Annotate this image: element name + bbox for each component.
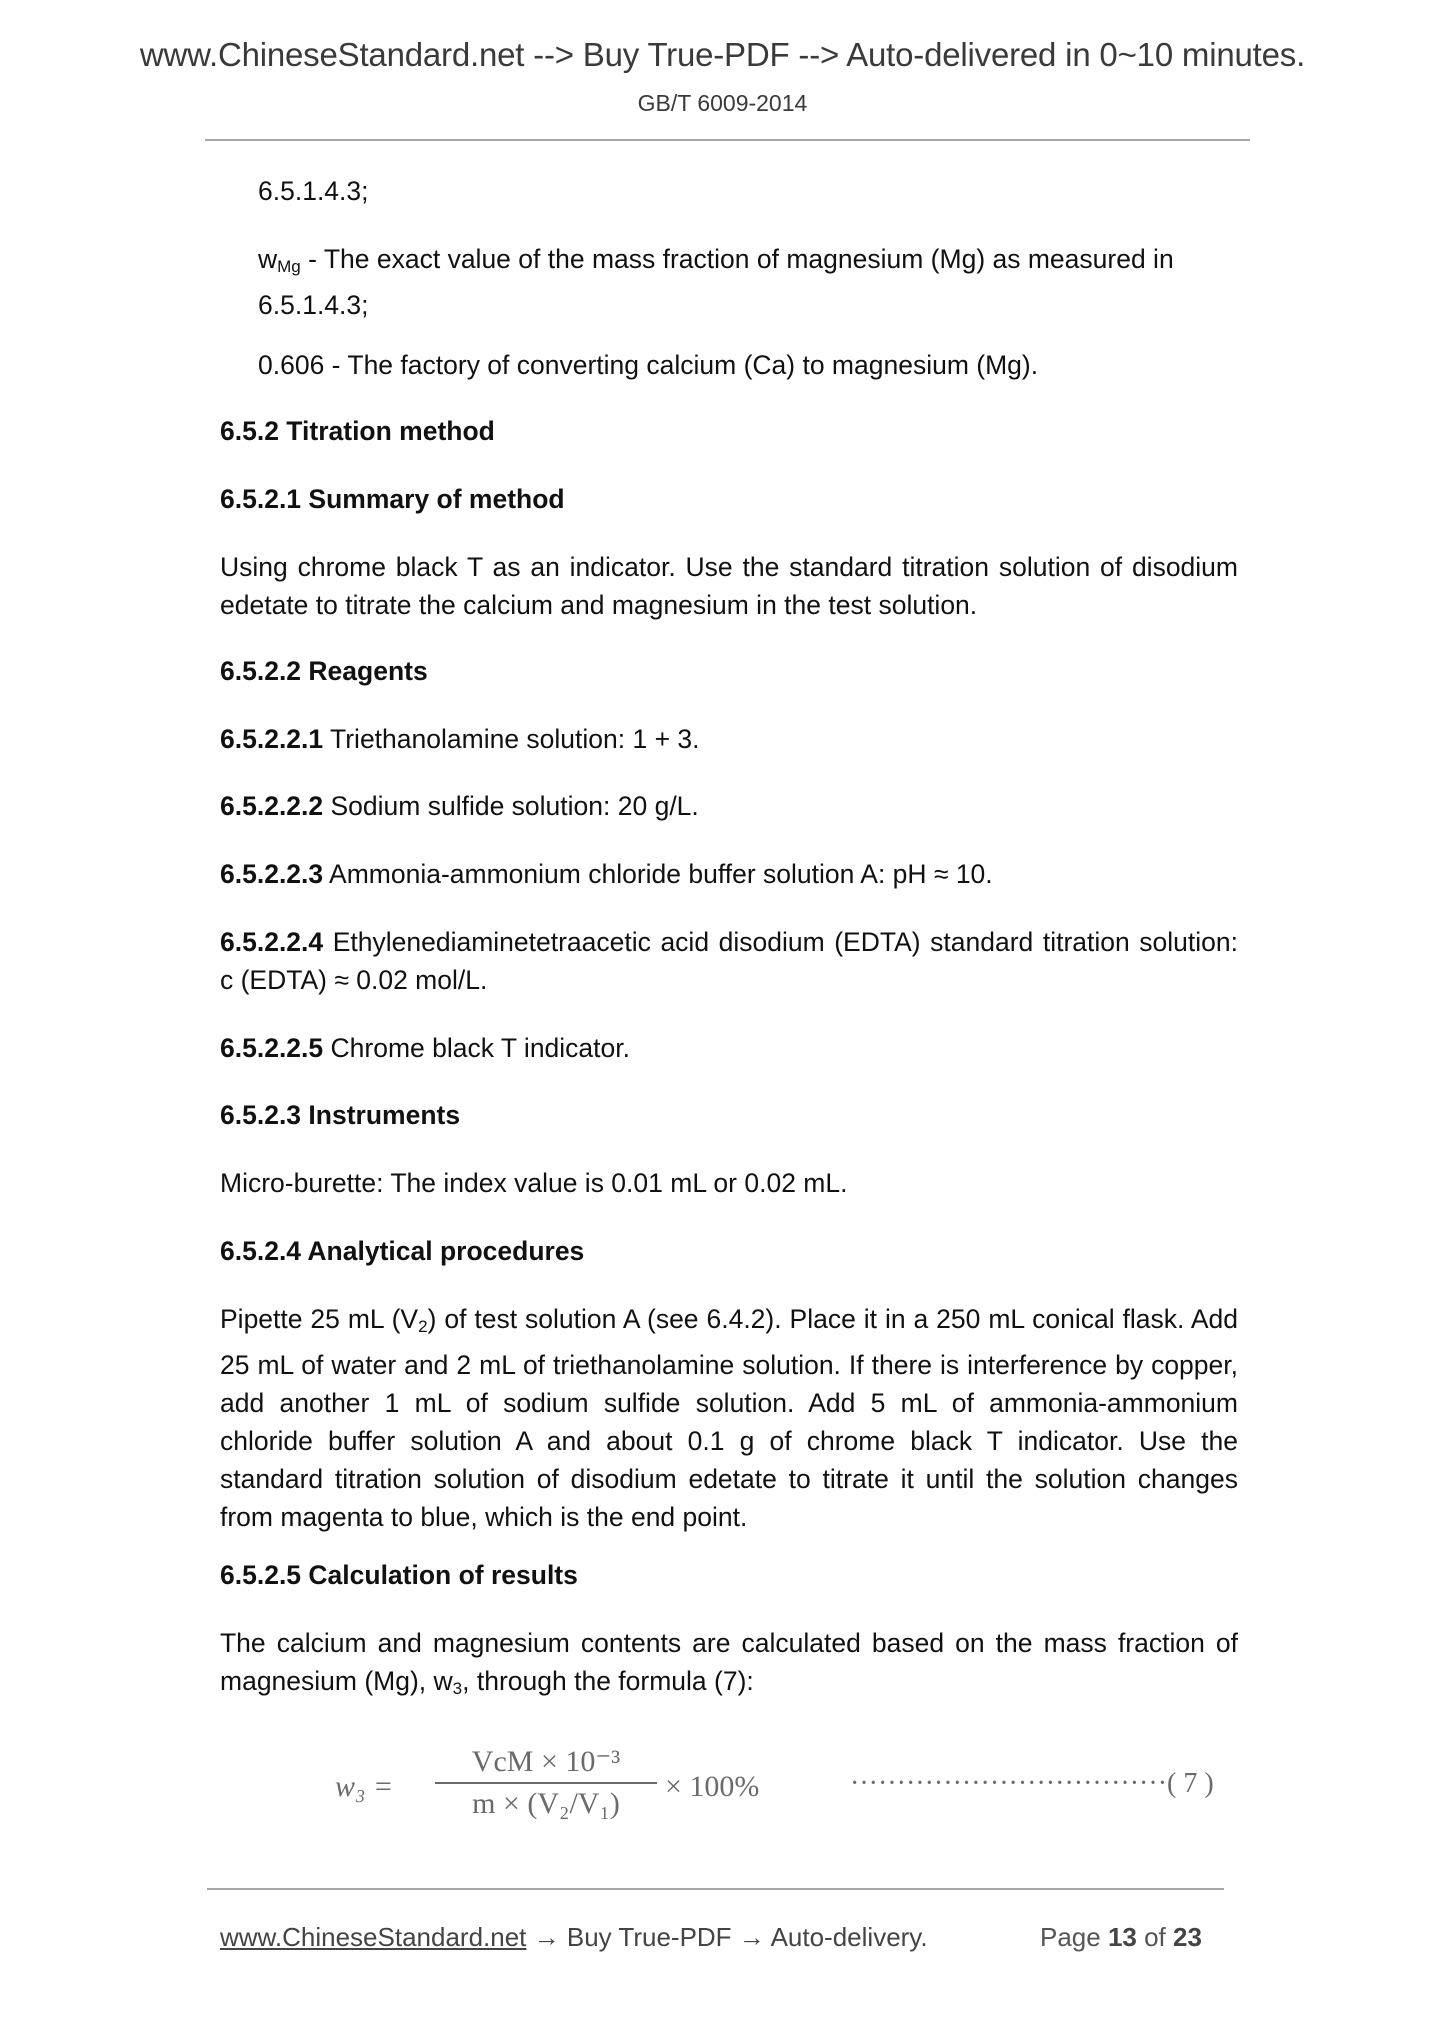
page-total: 23 bbox=[1173, 1922, 1202, 1952]
heading-6-5-2-1: 6.5.2.1 Summary of method bbox=[220, 484, 565, 514]
formula-times-100: × 100% bbox=[665, 1770, 760, 1803]
reagent-number: 6.5.2.2.4 bbox=[220, 927, 324, 957]
footer-divider bbox=[207, 1888, 1224, 1890]
equation-number bbox=[850, 1768, 1214, 1800]
heading-6-5-2: 6.5.2 Titration method bbox=[220, 416, 495, 446]
heading-6-5-2-3: 6.5.2.3 Instruments bbox=[220, 1100, 461, 1130]
footer-text bbox=[220, 1922, 928, 1953]
footer-link[interactable]: www.ChineseStandard.net bbox=[220, 1922, 527, 1952]
formula-numerator: VcM × 10⁻³ bbox=[471, 1745, 621, 1778]
wmg-symbol: w bbox=[258, 244, 278, 274]
reagent-item bbox=[220, 720, 1238, 758]
formula-fraction bbox=[435, 1742, 657, 1824]
reagent-number: 6.5.2.2.2 bbox=[220, 791, 324, 821]
page-indicator: Page 13 of 23 bbox=[1040, 1922, 1202, 1952]
reagent-item bbox=[220, 855, 1238, 893]
dot-leader: ·································· bbox=[850, 1768, 1168, 1799]
reagent-text: Triethanolamine solution: 1 + 3. bbox=[323, 724, 700, 754]
header-banner: www.ChineseStandard.net --> Buy True-PDF --> Auto-delivered in 0~10 minutes. bbox=[139, 36, 1306, 73]
wmg-text: - The exact value of the mass fraction of magnesium (Mg) as measured in 6.5.1.4.3; bbox=[258, 244, 1174, 320]
procedure-paragraph: Pipette 25 mL $(V_2)$ of test solution A (see 6.4.2). Place it in a 250 mL conical flask. Add 25 mL of water and 2 mL of triethanolamine solution. If there is interference by copper, add another 1 mL of sodium sulfide solution. Add 5 mL of ammonia-ammonium chloride buffer solution A and about 0.1 g of chrome black T indicator. Use the standard titration solution of disodium edetate to titrate it until the solution changes from magenta to blue, which is the end point. bbox=[220, 1304, 1238, 1532]
reagent-number: 6.5.2.2.3 bbox=[220, 859, 324, 889]
wmg-subscript: Mg bbox=[277, 257, 301, 276]
instruments-paragraph: Micro-burette: The index value is 0.01 mL or 0.02 mL. bbox=[220, 1168, 848, 1198]
definition-wmg bbox=[258, 240, 1238, 324]
equation-label: ( 7 ) bbox=[1167, 1768, 1214, 1799]
reagent-item bbox=[220, 1029, 1238, 1067]
calculation-paragraph: The calcium and magnesium contents are calculated based on the mass fraction of magnesium (Mg), $w_3$, through the formula (7): bbox=[220, 1628, 1238, 1698]
reagent-text: Sodium sulfide solution: 20 g/L. bbox=[323, 791, 699, 821]
heading-6-5-2-4: 6.5.2.4 Analytical procedures bbox=[220, 1236, 585, 1266]
formula-denominator: m × (V₂/V₁) bbox=[472, 1787, 620, 1820]
formula-lhs: w₃ = bbox=[335, 1770, 394, 1803]
document-id: GB/T 6009-2014 bbox=[637, 90, 808, 116]
reagent-number: 6.5.2.2.1 bbox=[220, 724, 324, 754]
reagent-text: Chrome black T indicator. bbox=[323, 1033, 630, 1063]
reagent-text: Ammonia-ammonium chloride buffer solution A: pH ≈ 10. bbox=[323, 859, 993, 889]
continuation-line: 6.5.1.4.3; bbox=[258, 176, 369, 206]
heading-6-5-2-2: 6.5.2.2 Reagents bbox=[220, 656, 428, 686]
page-number: 13 bbox=[1107, 1922, 1137, 1952]
reagent-number: 6.5.2.2.5 bbox=[220, 1033, 324, 1063]
definition-factor: 0.606 - The factory of converting calcium (Ca) to magnesium (Mg). bbox=[258, 350, 1039, 380]
heading-6-5-2-5: 6.5.2.5 Calculation of results bbox=[220, 1560, 578, 1590]
reagent-item bbox=[220, 787, 1238, 825]
header-divider bbox=[205, 139, 1250, 141]
reagent-text: Ethylenediaminetetraacetic acid disodium (EDTA) standard titration solution: c (EDTA) ≈ 0.02 mol/L. bbox=[220, 927, 1238, 995]
reagent-item bbox=[220, 923, 1238, 999]
summary-paragraph: Using chrome black T as an indicator. Use the standard titration solution of disodium edetate to titrate the calcium and magnesium in the test solution. bbox=[220, 552, 1238, 620]
footer-trail: → Buy True-PDF → Auto-delivery. bbox=[526, 1922, 928, 1952]
